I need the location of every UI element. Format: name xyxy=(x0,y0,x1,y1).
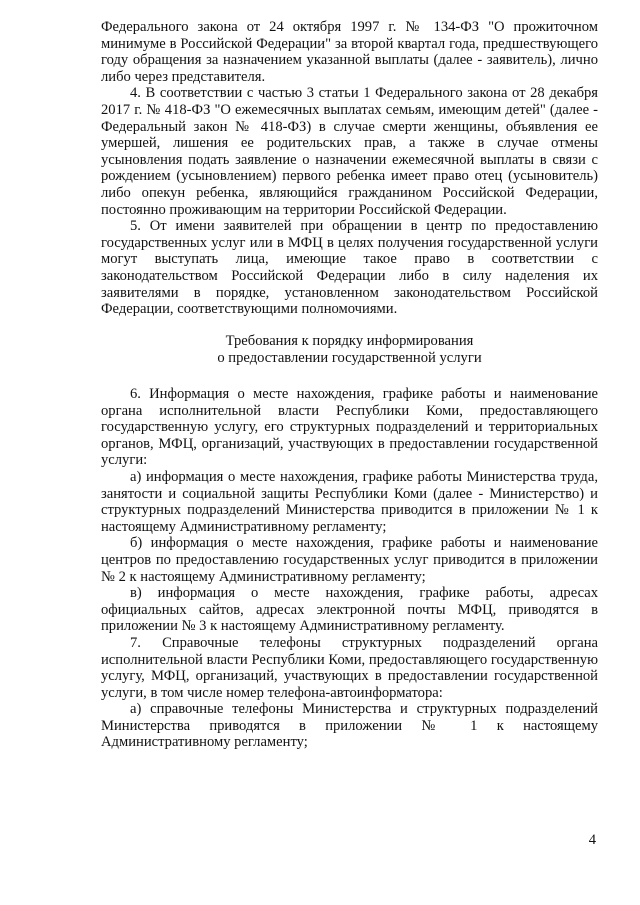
paragraph-7: 7. Справочные телефоны структурных подразделений органа исполнительной власти Республики Коми, предоставляющего государственную услугу, МФЦ, организаций, участвующих в предоставлении государственной услуги, в том числе номер телефона-автоинформатора: xyxy=(101,634,598,701)
page-number: 4 xyxy=(588,832,596,848)
paragraph-6-a: а) информация о месте нахождения, графике работы Министерства труда, занятости и социальной защиты Республики Коми (далее - Министерство) и структурных подразделений Министерства приводится в приложении № 1 к настоящему Административному регламенту; xyxy=(101,468,598,535)
paragraph-4: 4. В соответствии с частью 3 статьи 1 Федерального закона от 28 декабря 2017 г. № 418-ФЗ "О ежемесячных выплатах семьям, имеющим детей" (далее - Федеральный закон № 418-ФЗ) в случае смерти женщины, объявления ее умершей, лишения ее родительских прав, а также в случае отмены усыновления подать заявление о назначении ежемесячной выплаты в связи с рождением (усыновлением) первого ребенка имеет право отец (усыновитель) либо опекун ребенка, являющийся гражданином Российской Федерации, постоянно проживающим на территории Российской Федерации. xyxy=(101,85,598,218)
paragraph-3-continuation: Федерального закона от 24 октября 1997 г. № 134-ФЗ "О прожиточном минимуме в Российской Федерации" за второй квартал года, предшествующего году обращения за назначением указанной выплаты (далее - заявитель), лично либо через представителя. xyxy=(101,19,598,85)
paragraph-5: 5. От имени заявителей при обращении в центр по предоставлению государственных услуг или в МФЦ в целях получения государственной услуги могут выступать лица, имеющие такое право в соответствии с законодательством Российской Федерации либо в силу наделения их заявителями в порядке, установленном законодательством Российской Федерации, соответствующими полномочиями. xyxy=(101,218,598,318)
section-heading-line-2: о предоставлении государственной услуги xyxy=(217,349,482,366)
section-heading-line-1: Требования к порядку информирования xyxy=(225,333,474,349)
paragraph-7-a: а) справочные телефоны Министерства и структурных подразделений Министерства приводятся в приложении № 1 к настоящему Административному регламенту; xyxy=(101,701,598,751)
text-block-lower xyxy=(101,386,598,751)
paragraph-6: 6. Информация о месте нахождения, графике работы и наименование органа исполнительной власти Республики Коми, предоставляющего государственную услугу, его структурных подразделений и территориальных органов, МФЦ, организаций, участвующих в предоставлении государственной услуги: xyxy=(101,386,598,469)
section-heading xyxy=(101,333,598,366)
text-block-upper xyxy=(101,19,598,318)
paragraph-6-v: в) информация о месте нахождения, графике работы, адресах официальных сайтов, адресах электронной почты МФЦ, приводятся в приложении № 3 к настоящему Административному регламенту. xyxy=(101,585,598,635)
paragraph-6-b: б) информация о месте нахождения, графике работы и наименование центров по предоставлению государственных услуг приводится в приложении № 2 к настоящему Административному регламенту; xyxy=(101,535,598,585)
